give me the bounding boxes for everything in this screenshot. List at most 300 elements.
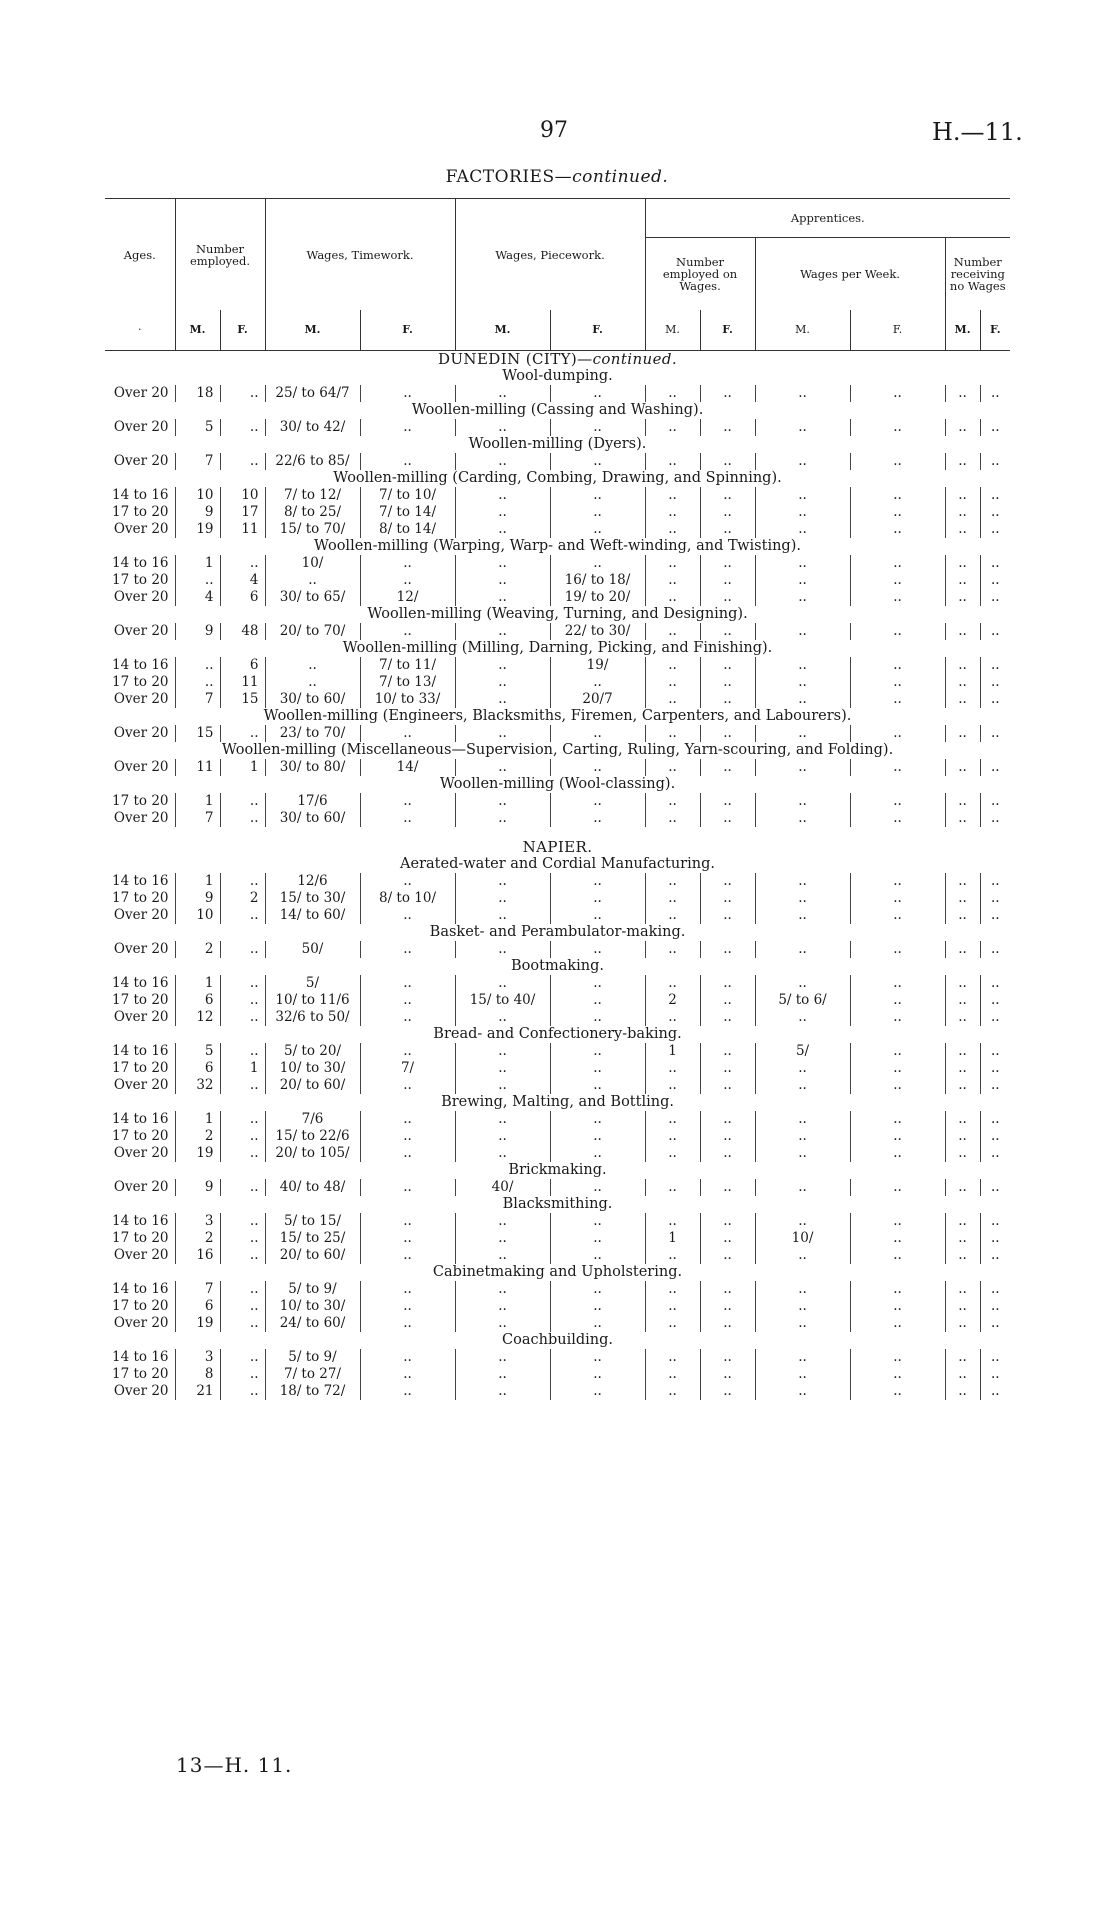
page-heading	[0, 167, 1114, 187]
number-m-cell: 3	[175, 1349, 220, 1366]
appr-number-f-cell: ..	[700, 1128, 755, 1145]
number-m-cell: ..	[175, 674, 220, 691]
appr-number-m-cell: ..	[645, 555, 700, 572]
age-cell: 14 to 16	[112, 487, 169, 503]
time-f-cell: ..	[360, 1230, 455, 1247]
piece-f-cell: ..	[550, 674, 645, 691]
page-number: 97	[540, 118, 568, 143]
age-cell: Over 20	[113, 1383, 169, 1399]
appr-wages-f-cell: ..	[850, 1060, 945, 1077]
time-f-cell: ..	[360, 725, 455, 742]
time-f-cell: ..	[360, 623, 455, 640]
piece-f-cell: ..	[550, 992, 645, 1009]
table-row	[105, 487, 1010, 504]
age-cell: 17 to 20	[112, 1128, 169, 1144]
appr-number-f-cell: ..	[700, 1043, 755, 1060]
appr-wages-f-cell: ..	[850, 589, 945, 606]
appr-wages-m-cell: ..	[755, 1128, 850, 1145]
number-m-cell: 9	[175, 623, 220, 640]
piece-m-cell: ..	[455, 1247, 550, 1264]
time-m-cell: 30/ to 42/	[265, 419, 360, 436]
industry-heading	[105, 368, 1010, 385]
no-wages-f-cell: ..	[980, 890, 1010, 907]
appr-number-f-cell: ..	[700, 1383, 755, 1400]
appr-number-m-cell: ..	[645, 1247, 700, 1264]
no-wages-f-cell: ..	[980, 1247, 1010, 1264]
number-f-cell: ..	[220, 1281, 265, 1298]
region-heading	[105, 839, 1010, 856]
number-m-cell: 9	[175, 890, 220, 907]
no-wages-f-cell: ..	[980, 759, 1010, 776]
piece-m-cell: ..	[455, 572, 550, 589]
piece-m-cell: ..	[455, 487, 550, 504]
appr-wages-f-cell: ..	[850, 992, 945, 1009]
no-wages-m-cell: ..	[945, 1230, 980, 1247]
piece-m-cell: ..	[455, 1043, 550, 1060]
no-wages-m-cell: ..	[945, 1247, 980, 1264]
number-m-cell: 5	[175, 419, 220, 436]
piece-f-cell: ..	[550, 1349, 645, 1366]
no-wages-f-cell: ..	[980, 419, 1010, 436]
industry-heading	[105, 470, 1010, 487]
table-row	[105, 1230, 1010, 1247]
table-row	[105, 623, 1010, 640]
appr-wages-m-cell: ..	[755, 975, 850, 992]
number-m-cell: 6	[175, 992, 220, 1009]
piece-f-cell: ..	[550, 1298, 645, 1315]
time-f-cell: 7/ to 14/	[360, 504, 455, 521]
appr-wages-m-cell: ..	[755, 504, 850, 521]
appr-number-m-cell: ..	[645, 975, 700, 992]
number-m-cell: 12	[175, 1009, 220, 1026]
header-wages-timework: Wages, Timework.	[265, 199, 455, 311]
number-f-cell: 11	[220, 674, 265, 691]
time-f-cell: ..	[360, 1128, 455, 1145]
appr-wages-m-cell: ..	[755, 674, 850, 691]
number-m-cell: 9	[175, 504, 220, 521]
industry-heading	[105, 538, 1010, 555]
number-m-cell: 19	[175, 1145, 220, 1162]
table-row	[105, 419, 1010, 436]
industry-name: Woollen-milling (Engineers, Blacksmiths, Firemen, Carpenters, and Labourers).	[263, 708, 852, 724]
piece-f-cell: ..	[550, 873, 645, 890]
number-m-cell: 32	[175, 1077, 220, 1094]
time-f-cell: 7/	[360, 1060, 455, 1077]
no-wages-f-cell: ..	[980, 1349, 1010, 1366]
age-cell: Over 20	[113, 1247, 169, 1263]
piece-f-cell: ..	[550, 419, 645, 436]
appr-wages-f-cell: ..	[850, 1009, 945, 1026]
appr-number-m-cell: ..	[645, 873, 700, 890]
industry-heading	[105, 1196, 1010, 1213]
time-f-cell: ..	[360, 992, 455, 1009]
time-m-cell: 40/ to 48/	[265, 1179, 360, 1196]
appr-number-f-cell: ..	[700, 623, 755, 640]
appr-number-f-cell: ..	[700, 589, 755, 606]
appr-wages-f-cell: ..	[850, 419, 945, 436]
appr-number-m-cell: ..	[645, 1281, 700, 1298]
appr-number-f-cell: ..	[700, 1281, 755, 1298]
industry-heading	[105, 606, 1010, 623]
appr-number-m-cell: ..	[645, 890, 700, 907]
appr-wages-m-cell: ..	[755, 1145, 850, 1162]
appr-wages-f-cell: ..	[850, 1213, 945, 1230]
appr-wages-f-cell: ..	[850, 1230, 945, 1247]
header-appr-wages-f: F.	[850, 310, 945, 351]
table-row	[105, 725, 1010, 742]
no-wages-m-cell: ..	[945, 725, 980, 742]
no-wages-f-cell: ..	[980, 691, 1010, 708]
appr-number-f-cell: ..	[700, 1366, 755, 1383]
time-f-cell: ..	[360, 1366, 455, 1383]
age-cell: Over 20	[113, 1179, 169, 1195]
appr-wages-m-cell: ..	[755, 725, 850, 742]
industry-name: Brewing, Malting, and Bottling.	[441, 1094, 674, 1110]
table-row	[105, 873, 1010, 890]
piece-f-cell: ..	[550, 504, 645, 521]
piece-f-cell: ..	[550, 1247, 645, 1264]
no-wages-f-cell: ..	[980, 992, 1010, 1009]
heading-suffix: —continued.	[554, 167, 669, 187]
appr-number-f-cell: ..	[700, 941, 755, 958]
piece-f-cell: 20/7	[550, 691, 645, 708]
no-wages-m-cell: ..	[945, 975, 980, 992]
appr-wages-m-cell: ..	[755, 1060, 850, 1077]
no-wages-m-cell: ..	[945, 589, 980, 606]
number-f-cell: 15	[220, 691, 265, 708]
header-time-m: M.	[265, 310, 360, 351]
industry-name: Aerated-water and Cordial Manufacturing.	[400, 856, 715, 872]
time-f-cell: ..	[360, 1247, 455, 1264]
appr-number-f-cell: ..	[700, 1009, 755, 1026]
time-f-cell: ..	[360, 1077, 455, 1094]
time-f-cell: 8/ to 14/	[360, 521, 455, 538]
no-wages-f-cell: ..	[980, 1366, 1010, 1383]
appr-number-m-cell: ..	[645, 1128, 700, 1145]
industry-name: Cabinetmaking and Upholstering.	[432, 1264, 683, 1280]
time-m-cell: 15/ to 22/6	[265, 1128, 360, 1145]
number-f-cell: 48	[220, 623, 265, 640]
appr-wages-f-cell: ..	[850, 890, 945, 907]
no-wages-f-cell: ..	[980, 521, 1010, 538]
appr-number-m-cell: ..	[645, 1179, 700, 1196]
appr-wages-m-cell: ..	[755, 941, 850, 958]
appr-wages-m-cell: ..	[755, 521, 850, 538]
appr-number-f-cell: ..	[700, 873, 755, 890]
time-f-cell: ..	[360, 1009, 455, 1026]
piece-m-cell: ..	[455, 873, 550, 890]
no-wages-m-cell: ..	[945, 1366, 980, 1383]
age-cell: Over 20	[113, 725, 169, 741]
no-wages-f-cell: ..	[980, 1213, 1010, 1230]
age-cell: Over 20	[113, 623, 169, 639]
industry-heading	[105, 436, 1010, 453]
number-m-cell: 10	[175, 487, 220, 504]
appr-wages-f-cell: ..	[850, 1383, 945, 1400]
age-cell: 17 to 20	[112, 992, 169, 1008]
industry-name: Brickmaking.	[508, 1162, 607, 1178]
piece-f-cell: ..	[550, 907, 645, 924]
piece-f-cell: ..	[550, 521, 645, 538]
table-row	[105, 572, 1010, 589]
piece-m-cell: ..	[455, 453, 550, 470]
industry-heading	[105, 1332, 1010, 1349]
piece-f-cell: ..	[550, 1230, 645, 1247]
piece-m-cell: ..	[455, 589, 550, 606]
time-f-cell: 7/ to 11/	[360, 657, 455, 674]
no-wages-m-cell: ..	[945, 419, 980, 436]
industry-heading	[105, 640, 1010, 657]
appr-wages-m-cell: ..	[755, 759, 850, 776]
appr-wages-f-cell: ..	[850, 1366, 945, 1383]
no-wages-f-cell: ..	[980, 1315, 1010, 1332]
table-row	[105, 1281, 1010, 1298]
age-cell: Over 20	[113, 385, 169, 401]
no-wages-f-cell: ..	[980, 1111, 1010, 1128]
time-m-cell: 8/ to 25/	[265, 504, 360, 521]
table-row	[105, 1213, 1010, 1230]
time-m-cell: 5/ to 20/	[265, 1043, 360, 1060]
piece-f-cell: 16/ to 18/	[550, 572, 645, 589]
piece-m-cell: ..	[455, 419, 550, 436]
region-heading	[105, 351, 1010, 369]
no-wages-m-cell: ..	[945, 793, 980, 810]
time-m-cell: 7/6	[265, 1111, 360, 1128]
age-cell: 14 to 16	[112, 873, 169, 889]
no-wages-m-cell: ..	[945, 1281, 980, 1298]
number-m-cell: 16	[175, 1247, 220, 1264]
appr-wages-m-cell: ..	[755, 810, 850, 827]
appr-wages-m-cell: ..	[755, 1077, 850, 1094]
number-m-cell: 4	[175, 589, 220, 606]
piece-m-cell: ..	[455, 975, 550, 992]
age-cell: 17 to 20	[112, 504, 169, 520]
number-m-cell: 15	[175, 725, 220, 742]
number-m-cell: ..	[175, 572, 220, 589]
no-wages-f-cell: ..	[980, 975, 1010, 992]
no-wages-f-cell: ..	[980, 1383, 1010, 1400]
no-wages-f-cell: ..	[980, 1077, 1010, 1094]
no-wages-f-cell: ..	[980, 1128, 1010, 1145]
number-m-cell: 1	[175, 975, 220, 992]
time-m-cell: 7/ to 27/	[265, 1366, 360, 1383]
piece-m-cell: ..	[455, 691, 550, 708]
piece-f-cell: ..	[550, 1383, 645, 1400]
appr-wages-f-cell: ..	[850, 1145, 945, 1162]
age-cell: Over 20	[113, 810, 169, 826]
appr-wages-f-cell: ..	[850, 975, 945, 992]
table-row	[105, 521, 1010, 538]
age-cell: Over 20	[113, 419, 169, 435]
no-wages-m-cell: ..	[945, 1111, 980, 1128]
appr-number-m-cell: ..	[645, 725, 700, 742]
no-wages-m-cell: ..	[945, 1060, 980, 1077]
industry-name: Woollen-milling (Cassing and Washing).	[411, 402, 704, 418]
age-cell: 14 to 16	[112, 1111, 169, 1127]
no-wages-m-cell: ..	[945, 992, 980, 1009]
no-wages-m-cell: ..	[945, 674, 980, 691]
appr-wages-f-cell: ..	[850, 504, 945, 521]
appr-number-m-cell: ..	[645, 1111, 700, 1128]
time-f-cell: ..	[360, 975, 455, 992]
header-number-m: M.	[175, 310, 220, 351]
appr-wages-f-cell: ..	[850, 725, 945, 742]
appr-number-m-cell: ..	[645, 521, 700, 538]
appr-number-m-cell: 1	[645, 1043, 700, 1060]
header-wages-piecework: Wages, Piecework.	[455, 199, 645, 311]
appr-wages-f-cell: ..	[850, 521, 945, 538]
appr-wages-m-cell: ..	[755, 890, 850, 907]
appr-wages-f-cell: ..	[850, 1179, 945, 1196]
number-f-cell: 1	[220, 759, 265, 776]
table-row	[105, 759, 1010, 776]
piece-f-cell: ..	[550, 1145, 645, 1162]
time-m-cell: 5/ to 15/	[265, 1213, 360, 1230]
number-f-cell: 1	[220, 1060, 265, 1077]
appr-number-m-cell: ..	[645, 504, 700, 521]
number-m-cell: 2	[175, 1230, 220, 1247]
time-f-cell: ..	[360, 1111, 455, 1128]
appr-number-f-cell: ..	[700, 504, 755, 521]
age-cell: 14 to 16	[112, 1349, 169, 1365]
no-wages-f-cell: ..	[980, 1281, 1010, 1298]
piece-f-cell: ..	[550, 1366, 645, 1383]
no-wages-f-cell: ..	[980, 810, 1010, 827]
header-appr-number-f: F.	[700, 310, 755, 351]
time-f-cell: ..	[360, 1383, 455, 1400]
number-m-cell: 3	[175, 1213, 220, 1230]
no-wages-f-cell: ..	[980, 453, 1010, 470]
time-m-cell: 5/ to 9/	[265, 1349, 360, 1366]
appr-number-f-cell: ..	[700, 975, 755, 992]
industry-name: Woollen-milling (Weaving, Turning, and Designing).	[367, 606, 748, 622]
table-row	[105, 890, 1010, 907]
appr-number-f-cell: ..	[700, 1315, 755, 1332]
piece-f-cell: ..	[550, 487, 645, 504]
appr-wages-m-cell: ..	[755, 907, 850, 924]
appr-number-f-cell: ..	[700, 657, 755, 674]
piece-m-cell: ..	[455, 759, 550, 776]
piece-m-cell: ..	[455, 1349, 550, 1366]
industry-name: Woollen-milling (Milling, Darning, Picking, and Finishing).	[342, 640, 773, 656]
number-f-cell: ..	[220, 1315, 265, 1332]
number-f-cell: ..	[220, 1145, 265, 1162]
piece-f-cell: ..	[550, 941, 645, 958]
number-f-cell: 2	[220, 890, 265, 907]
number-f-cell: ..	[220, 810, 265, 827]
appr-wages-m-cell: 10/	[755, 1230, 850, 1247]
piece-f-cell: ..	[550, 975, 645, 992]
appr-number-m-cell: ..	[645, 691, 700, 708]
appr-number-f-cell: ..	[700, 1349, 755, 1366]
table-row	[105, 657, 1010, 674]
appr-number-f-cell: ..	[700, 759, 755, 776]
time-f-cell: ..	[360, 810, 455, 827]
age-cell: 14 to 16	[112, 657, 169, 673]
piece-f-cell: 19/ to 20/	[550, 589, 645, 606]
age-cell: Over 20	[113, 521, 169, 537]
appr-number-f-cell: ..	[700, 419, 755, 436]
appr-number-m-cell: ..	[645, 487, 700, 504]
appr-wages-f-cell: ..	[850, 793, 945, 810]
appr-number-f-cell: ..	[700, 1060, 755, 1077]
appr-number-m-cell: ..	[645, 1213, 700, 1230]
appr-number-f-cell: ..	[700, 793, 755, 810]
number-m-cell: 2	[175, 941, 220, 958]
no-wages-f-cell: ..	[980, 623, 1010, 640]
industry-name: Woollen-milling (Carding, Combing, Drawing, and Spinning).	[333, 470, 782, 486]
header-number-f: F.	[220, 310, 265, 351]
time-f-cell: ..	[360, 1179, 455, 1196]
appr-wages-f-cell: ..	[850, 1298, 945, 1315]
table-row	[105, 674, 1010, 691]
time-m-cell: 23/ to 70/	[265, 725, 360, 742]
time-m-cell: 15/ to 25/	[265, 1230, 360, 1247]
no-wages-m-cell: ..	[945, 759, 980, 776]
no-wages-m-cell: ..	[945, 1315, 980, 1332]
appr-number-m-cell: ..	[645, 453, 700, 470]
no-wages-f-cell: ..	[980, 657, 1010, 674]
appr-wages-m-cell: ..	[755, 1281, 850, 1298]
piece-m-cell: ..	[455, 941, 550, 958]
table-row	[105, 975, 1010, 992]
piece-f-cell: 19/	[550, 657, 645, 674]
number-m-cell: 1	[175, 793, 220, 810]
piece-f-cell: ..	[550, 1281, 645, 1298]
header-apprentices: Apprentices.	[645, 199, 1010, 238]
number-m-cell: 7	[175, 691, 220, 708]
time-m-cell: 20/ to 105/	[265, 1145, 360, 1162]
appr-number-f-cell: ..	[700, 810, 755, 827]
time-f-cell: 8/ to 10/	[360, 890, 455, 907]
number-f-cell: ..	[220, 1349, 265, 1366]
piece-m-cell: ..	[455, 385, 550, 402]
appr-number-f-cell: ..	[700, 453, 755, 470]
industry-heading	[105, 1094, 1010, 1111]
industry-heading	[105, 708, 1010, 725]
piece-m-cell: ..	[455, 1009, 550, 1026]
no-wages-m-cell: ..	[945, 1213, 980, 1230]
number-m-cell: 1	[175, 555, 220, 572]
table-row	[105, 1145, 1010, 1162]
piece-m-cell: ..	[455, 1213, 550, 1230]
time-f-cell: 7/ to 13/	[360, 674, 455, 691]
no-wages-f-cell: ..	[980, 907, 1010, 924]
no-wages-m-cell: ..	[945, 1009, 980, 1026]
appr-number-m-cell: ..	[645, 385, 700, 402]
number-m-cell: 8	[175, 1366, 220, 1383]
appr-number-f-cell: ..	[700, 691, 755, 708]
piece-m-cell: ..	[455, 1111, 550, 1128]
no-wages-f-cell: ..	[980, 1060, 1010, 1077]
age-cell: 17 to 20	[112, 1230, 169, 1246]
no-wages-f-cell: ..	[980, 1230, 1010, 1247]
piece-f-cell: ..	[550, 725, 645, 742]
piece-m-cell: ..	[455, 1298, 550, 1315]
time-f-cell: ..	[360, 873, 455, 890]
time-m-cell: 20/ to 70/	[265, 623, 360, 640]
time-f-cell: ..	[360, 1281, 455, 1298]
number-m-cell: 11	[175, 759, 220, 776]
time-m-cell: 18/ to 72/	[265, 1383, 360, 1400]
piece-f-cell: ..	[550, 1128, 645, 1145]
region-heading-cell	[105, 351, 1010, 369]
no-wages-f-cell: ..	[980, 873, 1010, 890]
number-f-cell: ..	[220, 1366, 265, 1383]
no-wages-f-cell: ..	[980, 555, 1010, 572]
time-m-cell: 10/ to 30/	[265, 1060, 360, 1077]
table-row	[105, 1383, 1010, 1400]
